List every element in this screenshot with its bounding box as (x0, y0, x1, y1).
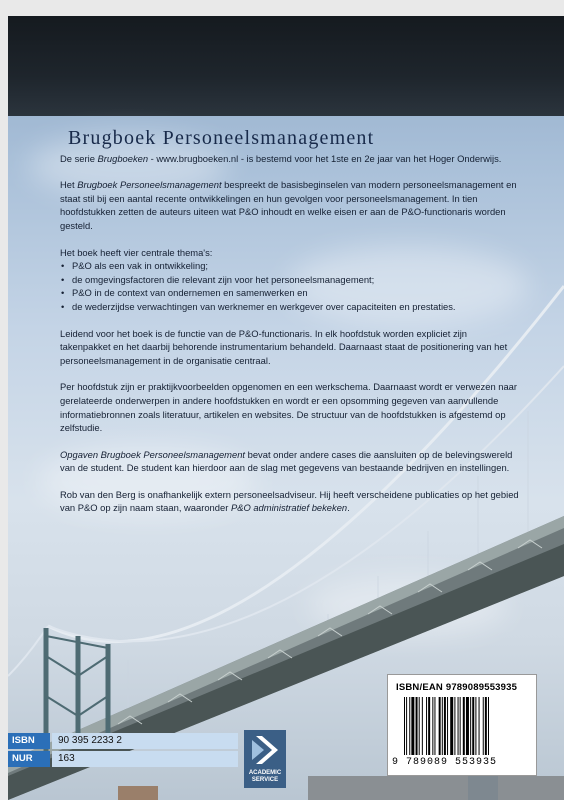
barcode-bar (428, 697, 430, 755)
barcode-bar (409, 697, 410, 755)
barcode-bar (485, 697, 487, 755)
publisher-line1: ACADEMIC (248, 770, 282, 776)
barcode-bar (439, 697, 441, 755)
themes-intro: Het boek heeft vier centrale thema's: (60, 246, 213, 258)
themes-list (60, 259, 520, 313)
barcode-bar (434, 697, 435, 755)
isbn-info-box (8, 733, 238, 769)
focus-paragraph: Leidend voor het boek is de functie van de P&O-functionaris. In elk hoofdstuk worden expliciet zijn takenpakket en het daarbij behorende instrumentarium behandeld. Daarnaast staat de positionering van het personeelsmanagement in de organisatie centraal. (60, 327, 508, 366)
isbn-label: ISBN (8, 733, 50, 749)
barcode-bars (404, 697, 520, 755)
barcode-bar (488, 697, 489, 755)
barcode-panel (387, 674, 537, 776)
exercises-paragraph: Opgaven Brugboek Personeelsmanagement bevat onder andere cases die aansluiten op de belevingswereld van de student. De student kan hierdoor aan de slag met gegevens van bestaande bedrijven en instellingen. (60, 448, 513, 474)
barcode-bar (447, 697, 448, 755)
barcode-bar (472, 697, 474, 755)
barcode-bar (426, 697, 427, 755)
back-cover-text (60, 127, 520, 528)
publisher-logo (244, 730, 286, 788)
nur-label: NUR (8, 751, 50, 767)
nur-value: 163 (52, 751, 238, 767)
barcode-label: ISBN/EAN 9789089553935 (396, 682, 518, 693)
chevron-logo-icon (244, 730, 286, 770)
theme-item: • P&O als een vak in ontwikkeling; (60, 259, 520, 273)
barcode-bar (411, 697, 414, 755)
barcode-bar (475, 697, 476, 755)
structure-paragraph: Per hoofdstuk zijn er praktijkvoorbeelden opgenomen en een werkschema. Daarnaast wordt er verwezen naar gerelateerde onderwerpen in andere hoofdstukken en wordt er een opsomming gegeven van aanvullende informatiebronnen zoals literatuur, artikelen en websites. De structuur van de hoofdstukken is afgestemd op zelfstudie. (60, 381, 518, 434)
theme-item: • P&O in de context van ondernemen en samenwerken en (60, 286, 520, 300)
author-paragraph: Rob van den Berg is onafhankelijk extern personeelsadviseur. Hij heeft verscheidene publicaties op het gebied van P&O op zijn naam staan, waaronder P&O administratief bekeken. (60, 488, 519, 514)
themes-block (60, 246, 520, 314)
barcode-bar (422, 697, 423, 755)
barcode-bar (479, 697, 480, 755)
barcode-bar (458, 697, 459, 755)
book-title: Brugboek Personeelsmanagement (68, 127, 375, 149)
barcode-bar (404, 697, 405, 755)
barcode-bar (419, 697, 420, 755)
isbn-value: 90 395 2233 2 (52, 733, 238, 749)
barcode-bar (483, 697, 484, 755)
barcode-bar (454, 697, 455, 755)
barcode-bar (406, 697, 407, 755)
barcode-bar (463, 697, 465, 755)
series-paragraph: De serie Brugboeken - www.brugboeken.nl - is bestemd voor het 1ste en 2e jaar van het Hoger Onderwijs. (60, 152, 502, 164)
intro-paragraph: Het Brugboek Personeelsmanagement bespreekt de basisbeginselen van modern personeelsmanagement en staat stil bij een aantal recente ontwikkelingen en hun gevolgen voor personeelsmanagement. In tien hoofdstukken zetten de auteurs uiteen wat P&O inhoudt en welke eisen er aan de P&O-functionaris worden gesteld. (60, 179, 517, 231)
publisher-line2: SERVICE (251, 777, 279, 783)
barcode-bar (432, 697, 433, 755)
barcode-bar (460, 697, 461, 755)
barcode-bar (470, 697, 471, 755)
barcode-digits: 9 789089 553935 (392, 757, 498, 768)
barcode-bar (444, 697, 446, 755)
theme-item: • de omgevingsfactoren die relevant zijn voor het personeelsmanagement; (60, 273, 520, 287)
barcode-bar (466, 697, 469, 755)
theme-item: • de wederzijdse verwachtingen van werknemer en werkgever over capaciteiten en prestaties. (60, 300, 520, 314)
barcode-bar (450, 697, 453, 755)
barcode-bar (442, 697, 443, 755)
publisher-name (244, 770, 286, 784)
barcode-bar (416, 697, 418, 755)
